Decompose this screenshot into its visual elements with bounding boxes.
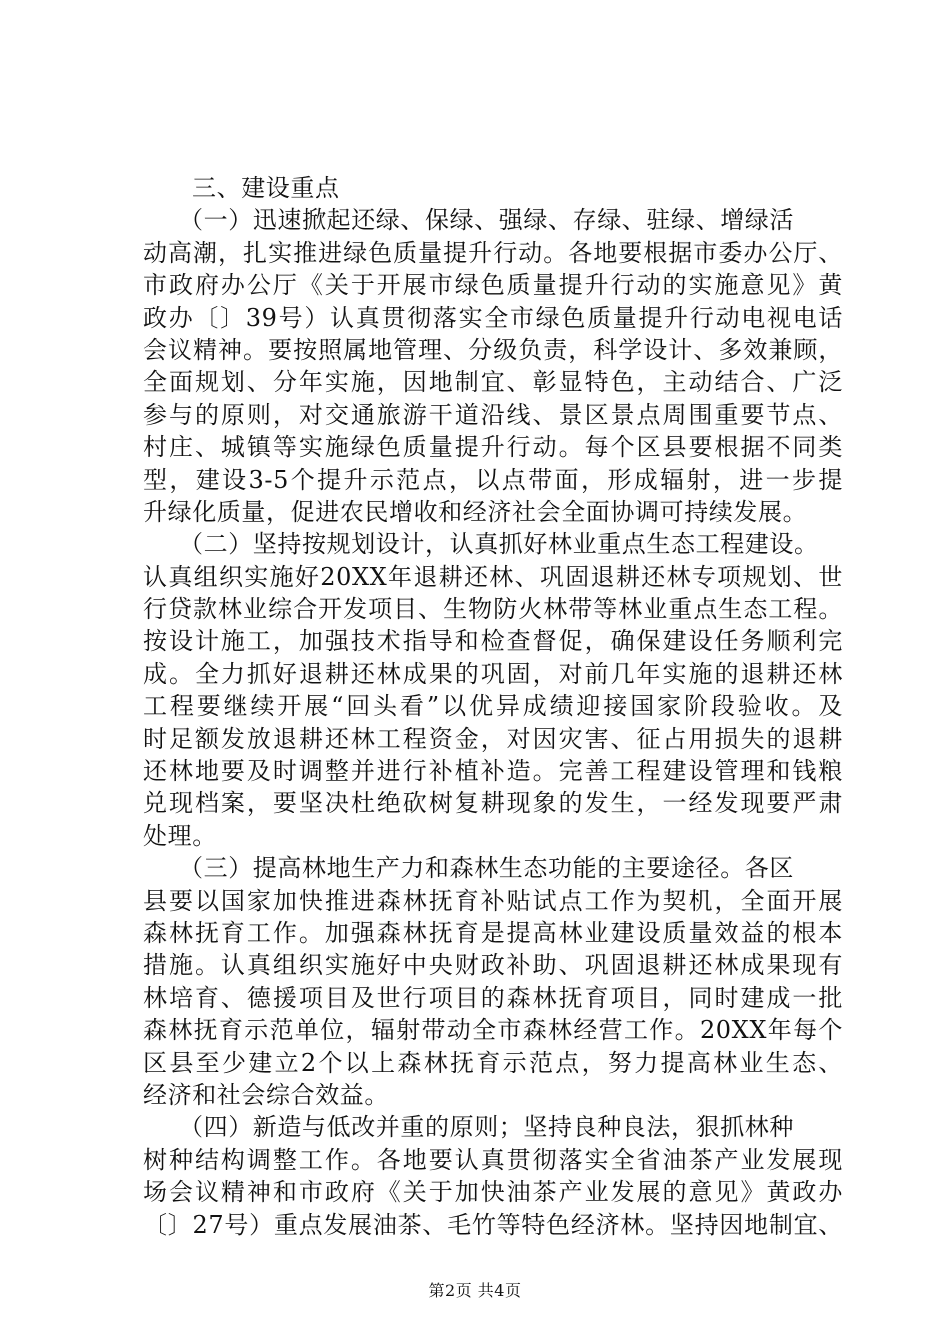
text-line: 行贷款林业综合开发项目、生物防火林带等林业重点生态工程。 [143, 595, 843, 624]
text-line: 全面规划、分年实施，因地制宜、彰显特色，主动结合、广泛 [143, 368, 843, 397]
document-body [143, 172, 843, 1241]
text-line: 时足额发放退耕还林工程资金，对因灾害、征占用损失的退耕 [143, 724, 843, 753]
text-line: 区县至少建立2个以上森林抚育示范点，努力提高林业生态、 [143, 1048, 843, 1077]
text-line: 按设计施工，加强技术指导和检查督促，确保建设任务顺利完 [143, 627, 843, 656]
text-line: 市政府办公厅《关于开展市绿色质量提升行动的实施意见》黄 [143, 271, 843, 300]
text-line: 场会议精神和市政府《关于加快油茶产业发展的意见》黄政办 [143, 1178, 843, 1207]
text-line: （二）坚持按规划设计，认真抓好林业重点生态工程建设。 [179, 530, 819, 559]
text-line: 工程要继续开展“回头看”以优异成绩迎接国家阶段验收。及 [143, 692, 843, 721]
section-heading: 三、建设重点 [192, 174, 340, 202]
text-line: 认真组织实施好20XX年退耕还林、巩固退耕还林专项规划、世 [143, 562, 843, 591]
text-line: 升绿化质量，促进农民增收和经济社会全面协调可持续发展。 [143, 497, 808, 526]
text-line: 成。全力抓好退耕还林成果的巩固，对前几年实施的退耕还林 [143, 659, 843, 688]
text-line: 〔〕27号）重点发展油茶、毛竹等特色经济林。坚持因地制宜、 [143, 1210, 843, 1239]
page-footer: 第2页 共4页 [428, 1281, 522, 1300]
text-line: 还林地要及时调整并进行补植补造。完善工程建设管理和钱粮 [143, 757, 843, 786]
text-line: 会议精神。要按照属地管理、分级负责，科学设计、多效兼顾， [143, 335, 843, 364]
text-line: 参与的原则，对交通旅游干道沿线、景区景点周围重要节点、 [143, 400, 843, 429]
text-line: （四）新造与低改并重的原则；坚持良种良法，狠抓林种 [179, 1113, 794, 1142]
text-line: 政办〔〕39号）认真贯彻落实全市绿色质量提升行动电视电话 [143, 303, 843, 332]
text-line: 经济和社会综合效益。 [143, 1080, 389, 1109]
text-line: 林培育、德援项目及世行项目的森林抚育项目，同时建成一批 [143, 983, 843, 1012]
text-line: 森林抚育工作。加强森林抚育是提高林业建设质量效益的根本 [143, 918, 843, 947]
text-line: （一）迅速掀起还绿、保绿、强绿、存绿、驻绿、增绿活 [179, 206, 794, 235]
text-line: 兑现档案，要坚决杜绝砍树复耕现象的发生，一经发现要严肃 [143, 789, 843, 818]
text-line: 村庄、城镇等实施绿色质量提升行动。每个区县要根据不同类 [143, 433, 843, 462]
text-line: 县要以国家加快推进森林抚育补贴试点工作为契机，全面开展 [143, 886, 843, 915]
text-line: 型，建设3-5个提升示范点，以点带面，形成辐射，进一步提 [143, 465, 843, 494]
text-line: （三）提高林地生产力和森林生态功能的主要途径。各区 [179, 854, 794, 883]
text-line: 树种结构调整工作。各地要认真贯彻落实全省油茶产业发展现 [143, 1145, 843, 1174]
text-line: 处理。 [143, 821, 217, 850]
text-line: 措施。认真组织实施好中央财政补助、巩固退耕还林成果现有 [143, 951, 843, 980]
text-line: 森林抚育示范单位，辐射带动全市森林经营工作。20XX年每个 [143, 1016, 843, 1045]
text-line: 动高潮，扎实推进绿色质量提升行动。各地要根据市委办公厅、 [143, 238, 843, 267]
